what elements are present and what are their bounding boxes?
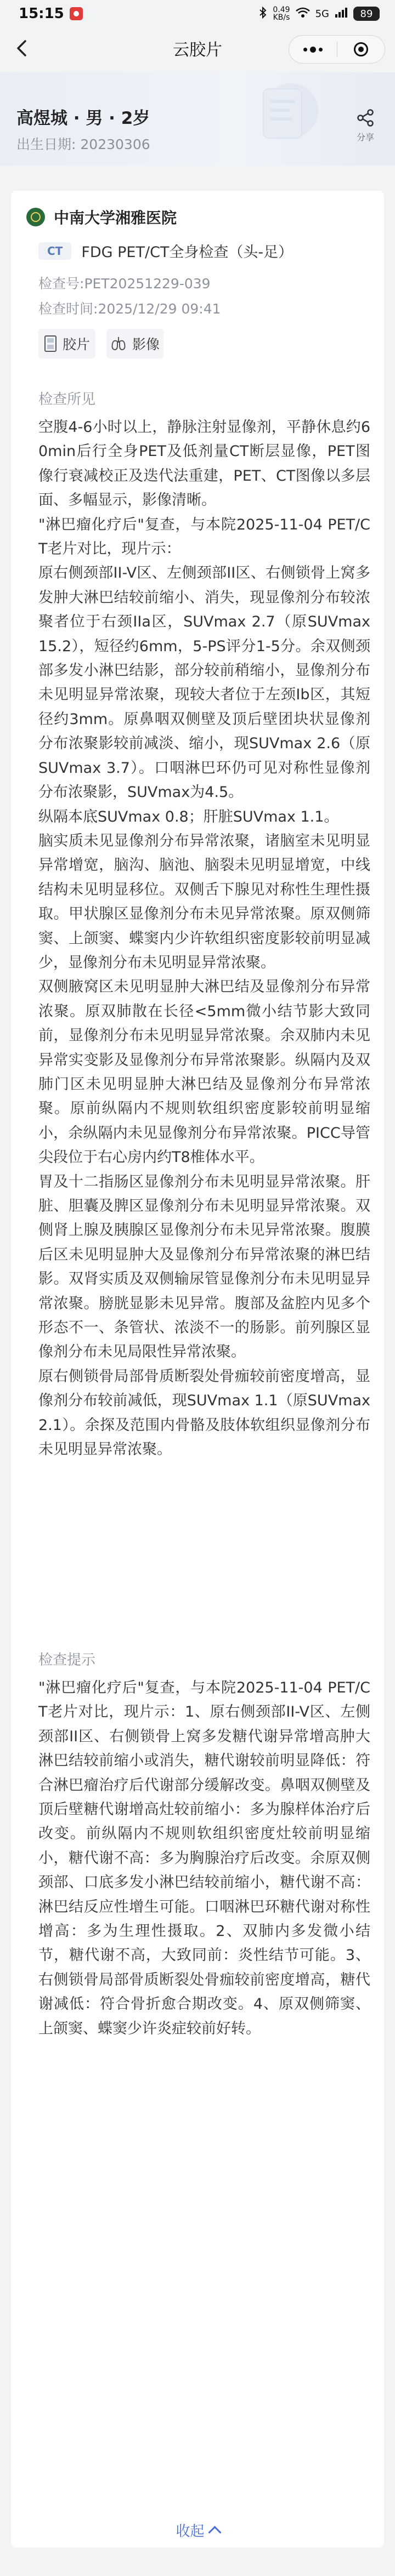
findings-paragraph: 原右侧锁骨局部骨质断裂处骨痂较前密度增高，显像剂分布较前减低，现SUVmax 1.1（原SUVmax 2.1）。余探及范围内骨骼及肢体软组织显像剂分布未见明显异常浓聚。 [38,1367,370,1458]
status-bar [0,0,395,27]
findings-paragraph: 脑实质未见显像剂分布异常浓聚，诸脑室未见明显异常增宽，脑沟、脑池、脑裂未见明显增宽，中线结构未见明显移位。双侧舌下腺见对称性生理性摄取。甲状腺区显像剂分布未见异常浓聚。原双侧筛窦、上颌窦、蝶窦内少许软组织密度影较前明显减少，显像剂分布未见明显异常浓聚。 [38,832,370,971]
exam-name: FDG PET/CT全身检查（头-足） [81,244,294,261]
findings-paragraph: 空腹4-6小时以上，静脉注射显像剂，平静休息约60min后行全身PET及低剂量CT断层显像，PET图像行衰减校正及迭代法重建，PET、CT图像以多层面、多幅显示，影像清晰。 [38,419,370,509]
collapse-button[interactable] [11,2520,384,2540]
film-icon [44,335,57,352]
findings-paragraph: 纵隔本底SUVmax 0.8；肝脏SUVmax 1.1。 [38,808,339,825]
exam-id-value: PET20251229-039 [84,276,211,292]
collapse-label: 收起 [176,2523,205,2540]
hospital-logo-icon [26,208,45,226]
status-time: 15:15 [19,5,64,22]
film-button-label: 胶片 [62,337,90,352]
film-button[interactable] [38,329,95,358]
ai-decoration-icon [230,78,329,160]
nav-bar [0,27,395,69]
findings-paragraph: 胃及十二指肠区显像剂分布未见明显异常浓聚。肝脏、胆囊及脾区显像剂分布未见明显异常浓聚。双侧肾上腺及胰腺区显像剂分布未见异常浓聚。腹膜后区未见明显肿大及显像剂分布异常浓聚的淋巴结影。双肾实质及双侧输尿管显像剂分布未见明显异常浓聚。膀胱显影未见异常。腹部及盆腔内见多个形态不一、条管状、浓淡不一的肠影。前列腺区显像剂分布未见局限性异常浓聚。 [38,1173,370,1361]
more-dots-icon [303,47,323,53]
battery-indicator: 89 [353,7,380,21]
mini-program-capsule [289,35,385,64]
exam-row [38,240,293,261]
exam-time-label: 检查时间: [38,301,98,317]
exam-id [38,273,211,293]
chevron-left-icon [12,38,32,58]
notification-app-icon [70,7,83,20]
patient-name-line: 高煜城 · 男 · 2岁 [16,109,150,128]
lungs-image-icon [110,336,127,351]
image-button[interactable] [106,329,163,358]
chevron-up-icon [208,2526,221,2539]
report-card [11,191,384,2547]
findings-label: 检查所见 [38,391,96,408]
bluetooth-icon [258,7,267,21]
hospital-name: 中南大学湘雅医院 [54,209,177,227]
findings-paragraph: 原右侧颈部II-V区、左侧颈部II区、右侧锁骨上窝多发肿大淋巴结较前缩小、消失，现显像剂分布较浓聚者位于右颈IIa区，SUVmax 2.7（原SUVmax 15.2），短径约6mm，5-PS评分1-5分。余双侧颈部多发小淋巴结影，部分较前稍缩小，显像剂分布未见明显异常浓聚，现较大者位于左颈Ib区，其短径约3mm。原鼻咽双侧壁及顶后壁团块状显像剂分布浓聚影较前减淡、缩小，现SUVmax 2.6（原SUVmax 3.7）。口咽淋巴环仍可见对称性显像剂分布浓聚影，SUVmax为4.5。 [38,565,370,801]
modality-badge: CT [38,242,71,260]
impression-label: 检查提示 [38,1652,96,1668]
findings-paragraph: 双侧腋窝区未见明显肿大淋巴结及显像剂分布异常浓聚。原双肺散在长径<5mm微小结节影大致同前，显像剂分布未见明显异常浓聚。余双肺内未见异常实变影及显像剂分布异常浓聚影。纵隔内及双肺门区未见明显肿大淋巴结及显像剂分布异常浓聚。原前纵隔内不规则软组织密度影较前明显缩小，余纵隔内未见显像剂分布异常浓聚。PICC导管尖段位于右心房内约T8椎体水平。 [38,978,370,1166]
impression-paragraph: "淋巴瘤化疗后"复查，与本院2025-11-04 PET/CT老片对比，现片示：1、原右侧颈部II-V区、左侧颈部II区、右侧锁骨上窝多发糖代谢异常增高肿大淋巴结较前缩小或消失，糖代谢较前明显降低：符合淋巴瘤治疗后代谢部分缓解改变。鼻咽双侧壁及顶后壁糖代谢增高灶较前缩小：多为腺样体治疗后改变。前纵隔内不规则软组织密度灶较前明显缩小，糖代谢不高：多为胸腺治疗后改变。余原双侧颈部、口底多发小淋巴结较前缩小，糖代谢不高：淋巴结反应性增生可能。口咽淋巴环糖代谢对称性增高：多为生理性摄取。2、双肺内多发微小结节，糖代谢不高，大致同前：炎性结节可能。3、右侧锁骨局部骨质断裂处骨痂较前密度增高，糖代谢减低：符合骨折愈合期改变。4、原双侧筛窦、上颌窦、蝶窦少许炎症较前好转。 [38,1679,370,2037]
impression-text [38,1676,370,2041]
patient-birth [16,134,150,153]
more-button[interactable] [289,36,337,63]
view-buttons [38,329,163,358]
share-icon [356,109,375,127]
wifi-icon [296,7,310,21]
findings-text [38,415,370,1462]
cell-signal-icon [335,7,348,21]
network-speed [273,6,290,21]
share-label: 分享 [356,132,374,143]
back-button[interactable] [12,38,32,58]
network-speed-value: 0.49 [273,5,290,14]
birth-date: 20230306 [80,136,150,152]
close-mini-program-button[interactable] [337,36,385,63]
exam-time-value: 2025/12/29 09:41 [98,301,221,317]
page-title: 云胶片 [173,41,222,60]
patient-header [0,72,395,166]
exam-id-label: 检查号: [38,276,84,292]
birth-label: 出生日期: [16,136,76,152]
findings-paragraph: "淋巴瘤化疗后"复查，与本院2025-11-04 PET/CT老片对比，现片示： [38,516,370,558]
network-speed-unit: KB/s [273,13,290,22]
share-button[interactable] [349,109,382,143]
target-icon [354,42,368,56]
hospital-row [26,206,177,228]
exam-time [38,298,221,318]
signal-label: 5G [315,8,329,20]
image-button-label: 影像 [132,337,160,352]
